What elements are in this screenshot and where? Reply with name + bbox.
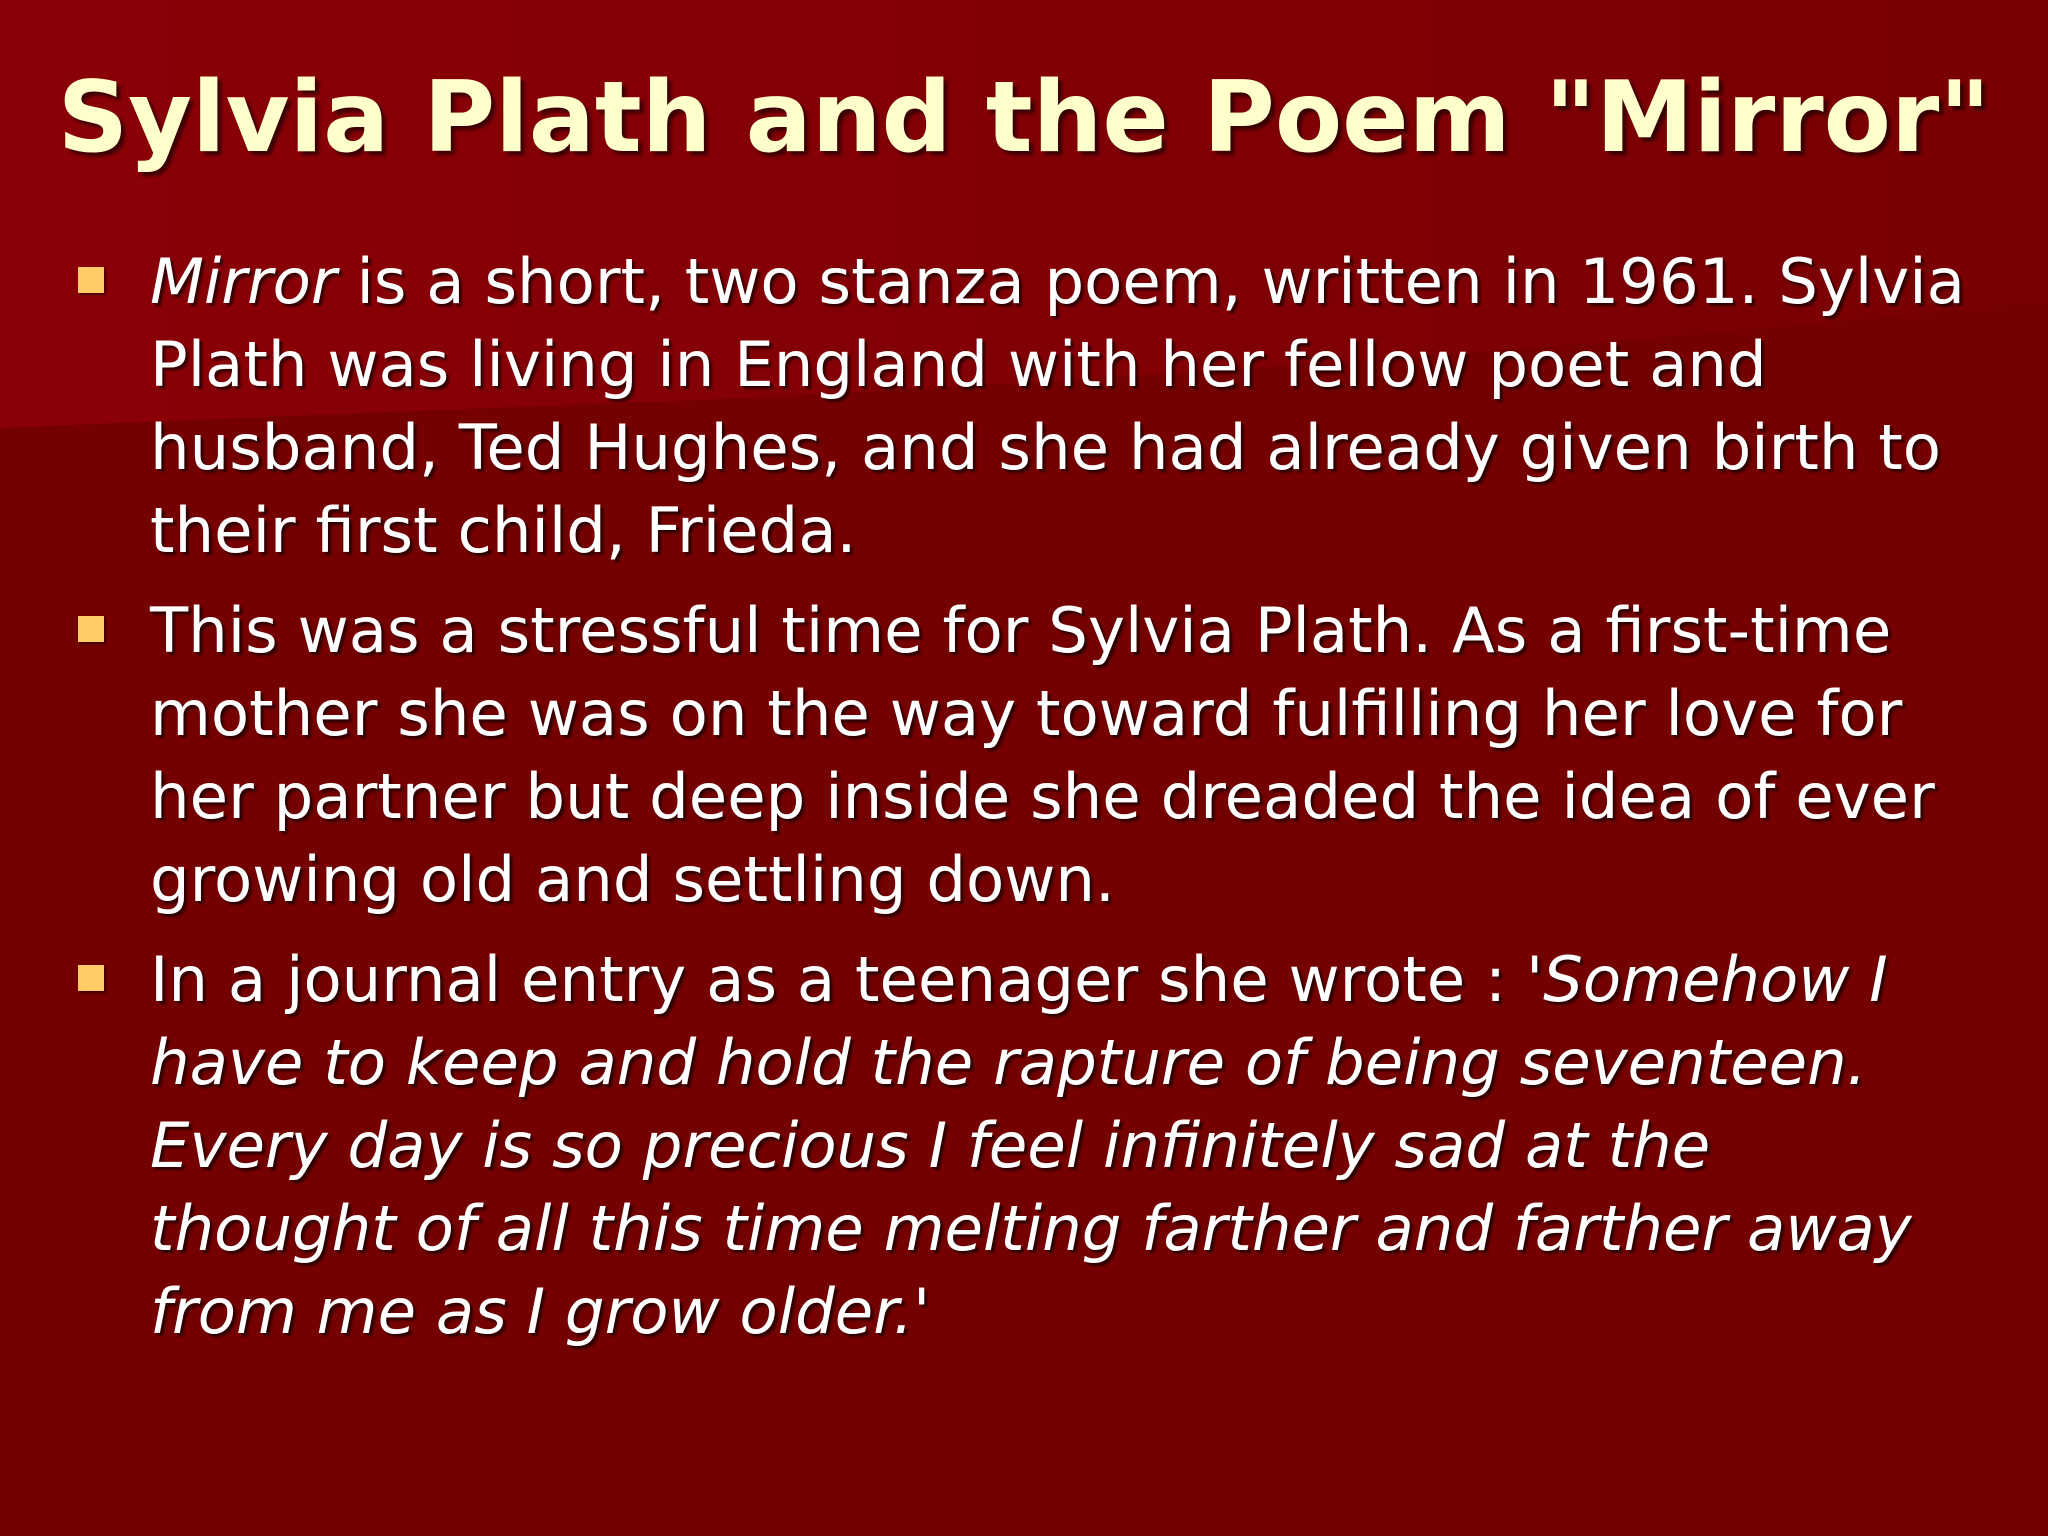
poem-title-italic: Mirror bbox=[150, 245, 337, 318]
journal-quote-italic: Somehow I have to keep and hold the rapture of being seventeen. Every day is so precious I feel infinitely sad at the thought of all this time melting farther and farther away from me as I grow older.' bbox=[150, 943, 1912, 1348]
bullet-list bbox=[150, 240, 1970, 1370]
bullet-item-3 bbox=[150, 938, 1970, 1353]
bullet-text: This was a stressful time for Sylvia Plath. As a first-time mother she was on the way toward fulfilling her love for her partner but deep inside she dreaded the idea of ever growing old and settling down. bbox=[150, 594, 1935, 916]
bullet-item-1 bbox=[150, 240, 1970, 572]
square-bullet-icon bbox=[78, 267, 104, 293]
square-bullet-icon bbox=[78, 616, 104, 642]
bullet-text: is a short, two stanza poem, written in 1961. Sylvia Plath was living in England with her fellow poet and husband, Ted Hughes, and she had already given birth to their first child, Frieda. bbox=[150, 245, 1965, 567]
bullet-text: In a journal entry as a teenager she wrote : ' bbox=[150, 943, 1544, 1016]
square-bullet-icon bbox=[78, 965, 104, 991]
bullet-item-2 bbox=[150, 589, 1970, 921]
slide-title: Sylvia Plath and the Poem "Mirror" bbox=[57, 61, 1991, 175]
